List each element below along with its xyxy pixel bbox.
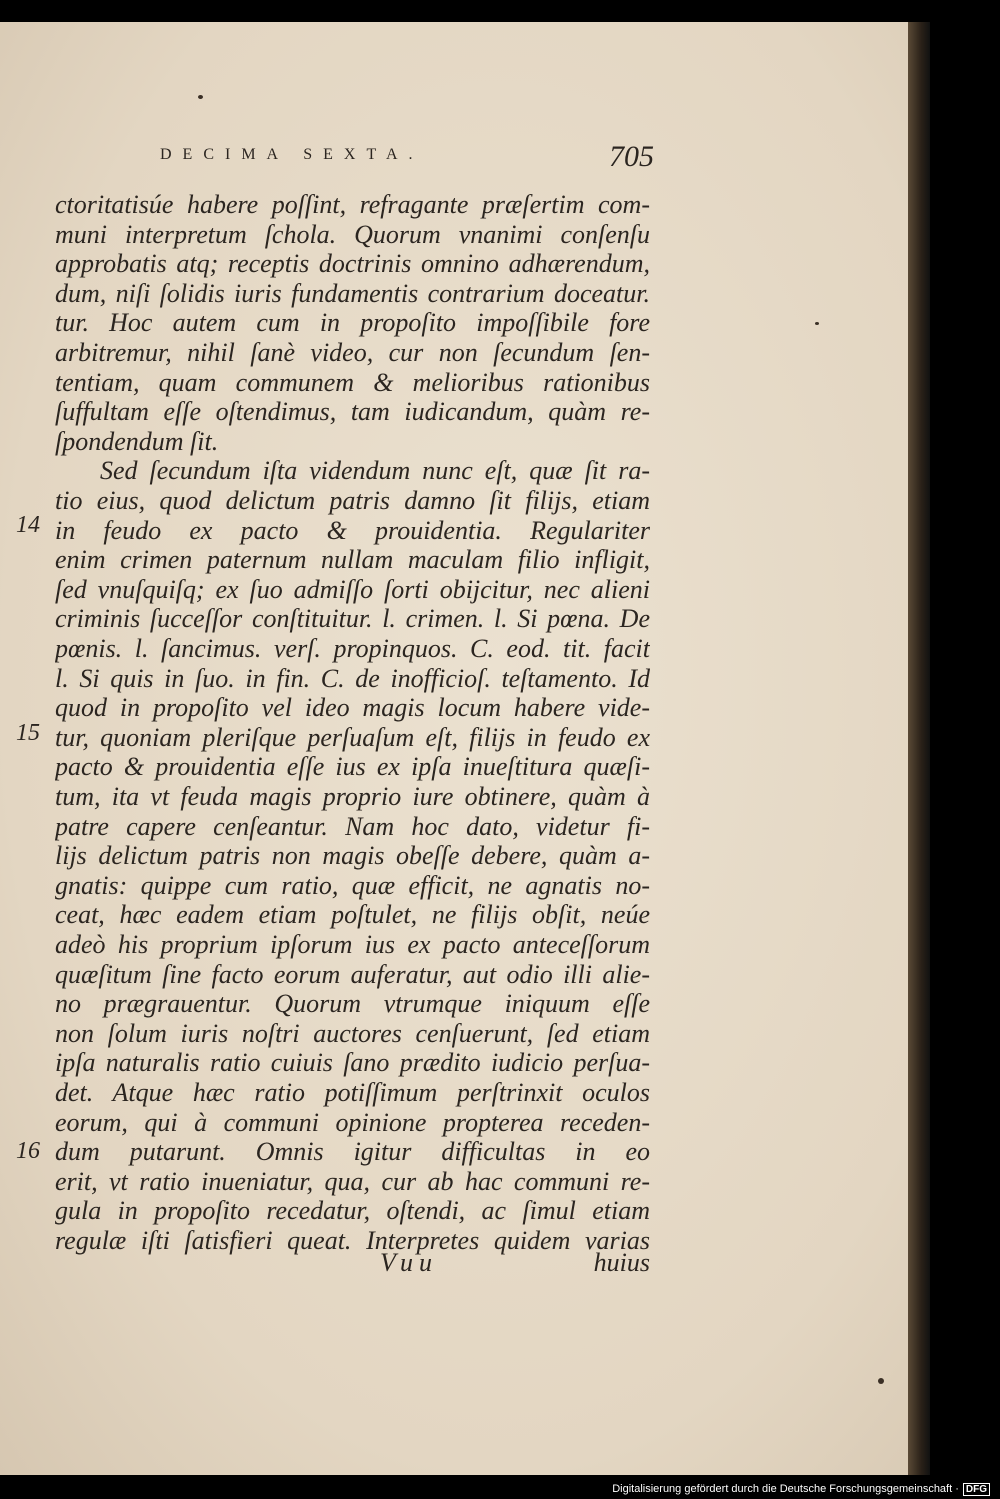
text-line: Sed ſecundum iſta videndum nunc eſt, quæ ſit ra-	[100, 456, 650, 486]
signature-mark: Vuu	[380, 1248, 438, 1277]
text-line: criminis ſucceſſor conſtituitur. l. crimen. l. Si pœna. De	[55, 604, 650, 634]
text-line: ſpondendum ſit.	[55, 426, 219, 456]
ink-spot	[878, 1378, 884, 1384]
text-line: regulæ iſti ſatisfieri queat. Interpretes quidem varias	[55, 1226, 650, 1255]
text-line: gula in propoſito recedatur, oſtendi, ac ſimul etiam	[55, 1196, 650, 1226]
text-line: pœnis. l. ſancimus. verſ. propinquos. C. eod. tit. facit	[55, 634, 650, 663]
text-line: dum putarunt. Omnis igitur difficultas in eo	[55, 1137, 650, 1167]
text-line: det. Atque hæc ratio potiſſimum perſtrinxit oculos	[55, 1078, 650, 1107]
catchword: huius	[593, 1248, 650, 1277]
text-line: tio eius, quod delictum patris damno ſit filijs, etiam	[55, 486, 650, 515]
ink-spot	[815, 322, 819, 325]
book-spine	[908, 22, 930, 1475]
text-line: ctoritatisúe habere poſſint, refragante præſertim com-	[55, 190, 650, 219]
margin-number: 14	[16, 512, 40, 538]
text-line: ipſa naturalis ratio cuiuis ſano prædito iudicio perſua-	[55, 1048, 650, 1078]
text-line: arbitremur, nihil ſanè video, cur non ſecundum ſen-	[55, 338, 650, 367]
text-line: non ſolum iuris noſtri auctores cenſuerunt, ſed etiam	[55, 1018, 650, 1048]
text-line: ſuffultam eſſe oſtendimus, tam iudicandum, quàm re-	[55, 397, 650, 427]
signature-line	[380, 1248, 650, 1280]
text-line: lijs delictum patris non magis obeſſe debere, quàm a-	[55, 841, 650, 871]
text-line: ceat, hæc eadem etiam poſtulet, ne filijs obſit, neúe	[55, 900, 650, 930]
page-header	[160, 140, 660, 180]
text-line: erit, vt ratio inueniatur, qua, cur ab hac communi re-	[55, 1166, 650, 1196]
text-line: approbatis atq; receptis doctrinis omnino adhærendum,	[55, 249, 650, 279]
text-line: gnatis: quippe cum ratio, quæ efficit, ne agnatis no-	[55, 870, 650, 900]
text-line: muni interpretum ſchola. Quorum vnanimi conſenſu	[55, 219, 650, 249]
text-line: eorum, qui à communi opinione propterea receden-	[55, 1107, 650, 1137]
text-line: patre capere cenſeantur. Nam hoc dato, videtur fi-	[55, 811, 650, 841]
text-line: in feudo ex pacto & prouidentia. Regulariter	[55, 515, 650, 545]
text-line: quæſitum ſine facto eorum auferatur, aut odio illi alie-	[55, 959, 650, 989]
margin-number: 15	[16, 720, 40, 746]
text-line: dum, niſi ſolidis iuris fundamentis contrarium doceatur.	[55, 278, 650, 308]
text-line: ſed vnuſquiſq; ex ſuo admiſſo ſorti obijcitur, nec alieni	[55, 574, 650, 604]
text-line: l. Si quis in ſuo. in fin. C. de inoffіcioſ. teſtamento. Id	[55, 663, 650, 693]
page-number: 705	[609, 140, 654, 173]
footer-credit	[612, 1483, 990, 1496]
text-line: tur, quoniam pleriſque perſuaſum eſt, filijs in feudo ex	[55, 722, 650, 752]
text-line: enim crimen paternum nullam maculam filio infligit,	[55, 545, 650, 575]
text-line: tentiam, quam communem & melioribus rationibus	[55, 367, 650, 397]
text-line: tum, ita vt feuda magis proprio iure obtinere, quàm à	[55, 782, 650, 811]
text-line: pacto & prouidentia eſſe ius ex ipſa inueſtitura quæſi-	[55, 752, 650, 782]
text-line: adeò his proprium ipſorum ius ex pacto anteceſſorum	[55, 930, 650, 959]
margin-number: 16	[16, 1138, 40, 1164]
dfg-logo: DFG	[963, 1483, 990, 1496]
text-line: quod in propoſito vel ideo magis locum habere vide-	[55, 693, 650, 723]
running-head: DECIMA SEXTA.	[160, 146, 424, 163]
text-line: tur. Hoc autem cum in propoſito impoſſibile fore	[55, 308, 650, 338]
ink-spot	[198, 95, 203, 99]
footer-credit-text: Digitalisierung gefördert durch die Deutsche Forschungsgemeinschaft ·	[612, 1483, 959, 1495]
text-line: no prægrauentur. Quorum vtrumque iniquum eſſe	[55, 989, 650, 1019]
